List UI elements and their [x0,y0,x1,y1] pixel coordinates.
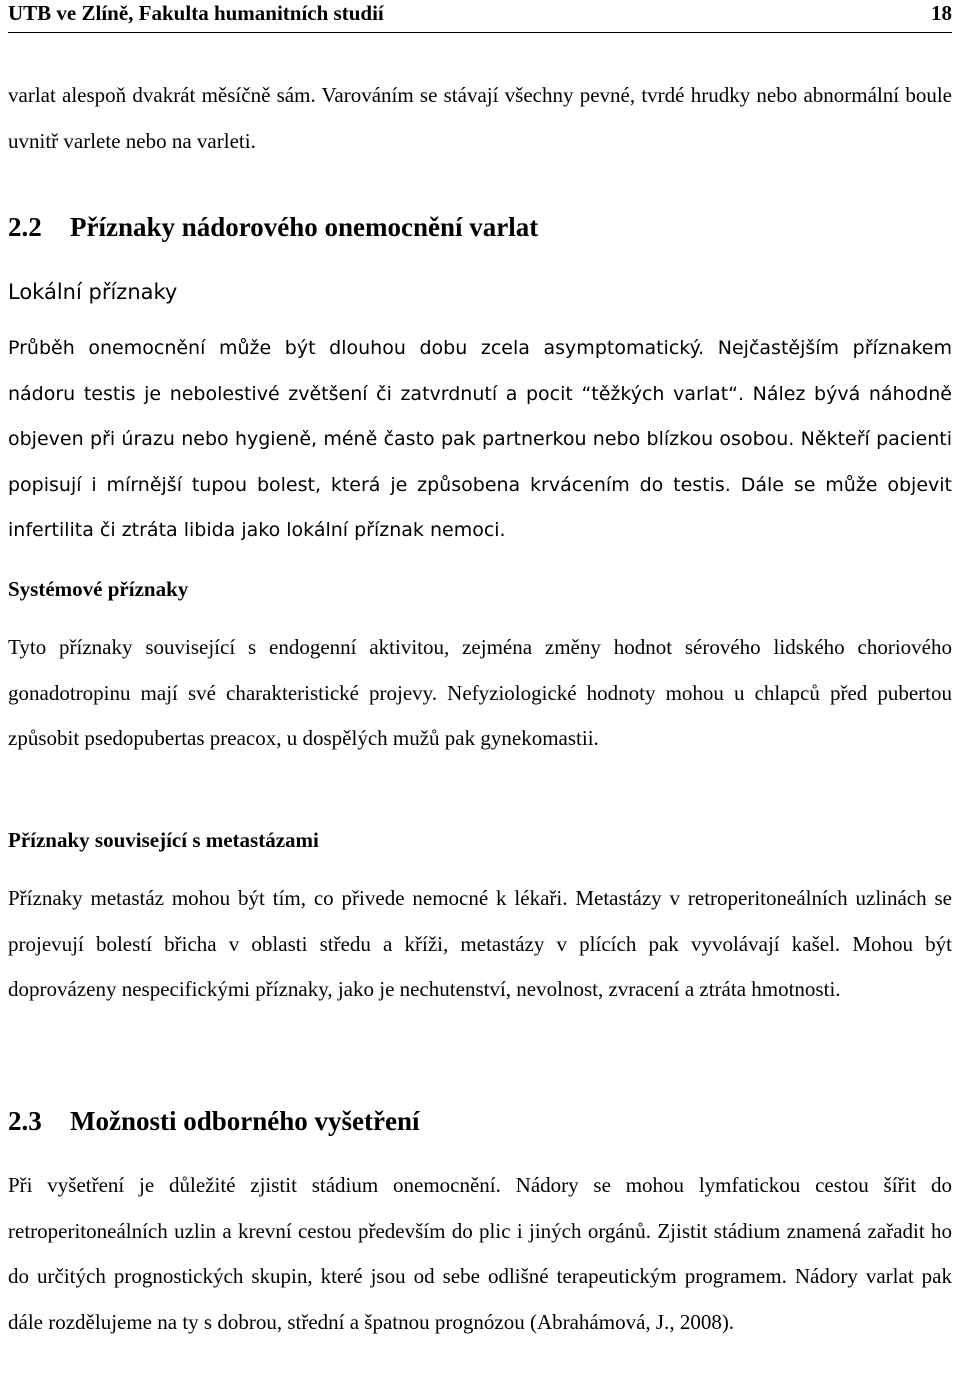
examination-paragraph: Při vyšetření je důležité zjistit stádium onemocnění. Nádory se mohou lymfatickou cestou šířit do retroperitoneálních uzlin a krevní cestou především do plic i jiných orgánů. Zjistit stádium znamená zařadit ho do určitých prognostických skupin, které jsou od sebe odlišné terapeutickým programem. Nádory varlat pak dále rozdělujeme na ty s dobrou, střední a špatnou prognózou (Abrahámová, J., 2008). [8,1173,952,1334]
header-title: UTB ve Zlíně, Fakulta humanitních studií [8,1,384,25]
section-number: 2.2 [8,212,42,242]
page-number: 18 [931,1,952,25]
section-heading-2-3 [8,1105,419,1137]
local-symptoms-paragraph: Průběh onemocnění může být dlouhou dobu zcela asymptomatický. Nejčastějším příznakem nádoru testis je nebolestivé zvětšení či zatvrdnutí a pocit “těžkých varlat“. Nález bývá náhodně objeven při úrazu nebo hygieně, méně často pak partnerkou nebo blízkou osobou. Někteří pacienti popisují i mírnější tupou bolest, která je způsobena krvácením do testis. Dále se může objevit infertilita či ztráta libida jako lokální příznak nemoci. [8,337,952,541]
intro-paragraph: varlat alespoň dvakrát měsíčně sám. Varováním se stávají všechny pevné, tvrdé hrudky nebo abnormální boule uvnitř varlete nebo na varleti. [8,83,952,153]
header-divider [8,32,952,33]
subheading-systemic-symptoms: Systémové příznaky [8,577,189,601]
subheading-metastases-symptoms: Příznaky související s metastázami [8,828,319,852]
metastases-paragraph: Příznaky metastáz mohou být tím, co přivede nemocné k lékaři. Metastázy v retroperitoneálních uzlinách se projevují bolestí břicha v oblasti středu a kříži, metastázy v plících pak vyvolávají kašel. Mohou být doprovázeny nespecifickými příznaky, jako je nechutenství, nevolnost, zvracení a ztráta hmotnosti. [8,886,952,1001]
section-heading-2-2 [8,211,538,243]
subheading-local-symptoms: Lokální příznaky [8,280,178,304]
section-title: Příznaky nádorového onemocnění varlat [70,212,539,242]
section-number: 2.3 [8,1106,42,1136]
systemic-symptoms-paragraph: Tyto příznaky související s endogenní aktivitou, zejména změny hodnot sérového lidského choriového gonadotropinu mají své charakteristické projevy. Nefyziologické hodnoty mohou u chlapců před pubertou způsobit psedopubertas preacox, u dospělých mužů pak gynekomastii. [8,635,952,750]
page-header [8,0,952,28]
section-title: Možnosti odborného vyšetření [70,1106,420,1136]
